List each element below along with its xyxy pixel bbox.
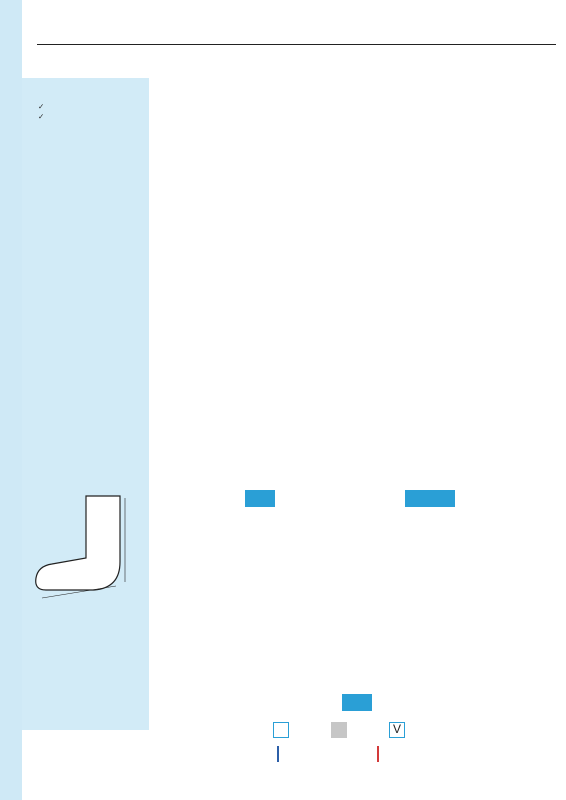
- cc-swatch: [273, 722, 289, 738]
- mc-swatch: [331, 722, 347, 738]
- slip-icon: V: [389, 722, 405, 738]
- sizes-swatch: [373, 746, 379, 762]
- work3-swatch: [273, 746, 279, 762]
- check-icon: ✓: [38, 112, 45, 122]
- check-icon: ✓: [38, 102, 45, 111]
